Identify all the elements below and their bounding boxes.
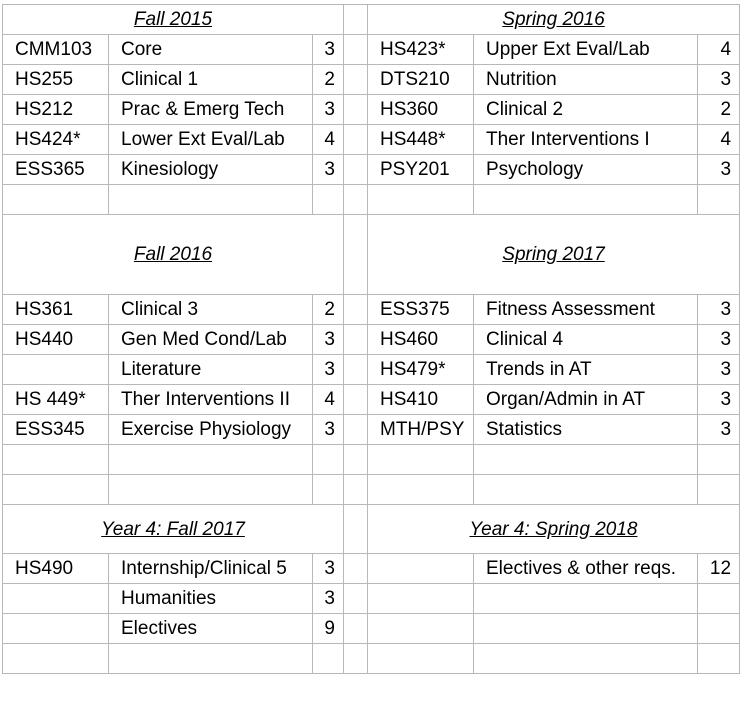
empty-cell (313, 185, 344, 215)
table-row (3, 445, 740, 475)
course-name: Ther Interventions II (109, 385, 313, 415)
course-code: HS410 (368, 385, 474, 415)
credit-hours: 3 (313, 355, 344, 385)
table-row (3, 295, 740, 325)
empty-cell (109, 185, 313, 215)
credit-hours: 4 (313, 385, 344, 415)
column-gap (344, 584, 368, 614)
column-gap (344, 415, 368, 445)
course-code: HS448* (368, 125, 474, 155)
course-name: Upper Ext Eval/Lab (474, 35, 698, 65)
table-row (3, 554, 740, 584)
table-row (3, 215, 740, 295)
course-name: Nutrition (474, 65, 698, 95)
table-row (3, 614, 740, 644)
course-name: Exercise Physiology (109, 415, 313, 445)
column-gap (344, 185, 368, 215)
credit-hours (698, 614, 740, 644)
course-code: PSY201 (368, 155, 474, 185)
term-heading: Spring 2016 (368, 5, 740, 35)
column-gap (344, 35, 368, 65)
credit-hours: 12 (698, 554, 740, 584)
course-code: ESS365 (3, 155, 109, 185)
column-gap (344, 295, 368, 325)
table-row (3, 155, 740, 185)
course-code: MTH/PSY (368, 415, 474, 445)
empty-cell (368, 445, 474, 475)
column-gap (344, 385, 368, 415)
table-row (3, 584, 740, 614)
course-code (3, 614, 109, 644)
empty-cell (109, 475, 313, 505)
empty-cell (474, 475, 698, 505)
table-row (3, 95, 740, 125)
credit-hours: 3 (698, 295, 740, 325)
table-row (3, 415, 740, 445)
course-code: HS440 (3, 325, 109, 355)
credit-hours: 3 (313, 415, 344, 445)
table-row (3, 505, 740, 554)
empty-cell (109, 644, 313, 674)
term-heading: Fall 2016 (3, 215, 344, 295)
course-code (368, 554, 474, 584)
column-gap (344, 5, 368, 35)
course-code: HS460 (368, 325, 474, 355)
credit-hours: 3 (698, 415, 740, 445)
credit-hours (698, 584, 740, 614)
credit-hours: 3 (698, 155, 740, 185)
credit-hours: 3 (313, 554, 344, 584)
empty-cell (3, 644, 109, 674)
credit-hours: 3 (313, 155, 344, 185)
course-code: HS424* (3, 125, 109, 155)
course-name: Psychology (474, 155, 698, 185)
course-name: Core (109, 35, 313, 65)
empty-cell (474, 445, 698, 475)
empty-cell (3, 445, 109, 475)
credit-hours: 4 (313, 125, 344, 155)
course-name: Prac & Emerg Tech (109, 95, 313, 125)
table-row (3, 35, 740, 65)
course-name: Electives & other reqs. (474, 554, 698, 584)
empty-cell (3, 475, 109, 505)
credit-hours: 3 (313, 584, 344, 614)
course-code: HS255 (3, 65, 109, 95)
empty-cell (698, 475, 740, 505)
course-name: Electives (109, 614, 313, 644)
course-code: DTS210 (368, 65, 474, 95)
column-gap (344, 355, 368, 385)
schedule-body (3, 5, 740, 674)
empty-cell (698, 644, 740, 674)
course-name: Literature (109, 355, 313, 385)
course-name: Ther Interventions I (474, 125, 698, 155)
credit-hours: 2 (698, 95, 740, 125)
credit-hours: 3 (698, 355, 740, 385)
column-gap (344, 215, 368, 295)
credit-hours: 3 (313, 325, 344, 355)
course-name: Humanities (109, 584, 313, 614)
column-gap (344, 125, 368, 155)
empty-cell (368, 185, 474, 215)
empty-cell (368, 644, 474, 674)
empty-cell (3, 185, 109, 215)
course-name: Clinical 2 (474, 95, 698, 125)
table-row (3, 185, 740, 215)
course-code: HS423* (368, 35, 474, 65)
credit-hours: 9 (313, 614, 344, 644)
credit-hours: 2 (313, 65, 344, 95)
term-heading: Spring 2017 (368, 215, 740, 295)
course-code: HS212 (3, 95, 109, 125)
course-code: HS360 (368, 95, 474, 125)
course-name: Trends in AT (474, 355, 698, 385)
course-code (368, 614, 474, 644)
course-name (474, 614, 698, 644)
column-gap (344, 325, 368, 355)
empty-cell (313, 475, 344, 505)
term-heading: Year 4: Spring 2018 (368, 505, 740, 554)
empty-cell (474, 644, 698, 674)
course-code: ESS345 (3, 415, 109, 445)
column-gap (344, 95, 368, 125)
course-code (3, 584, 109, 614)
course-name: Lower Ext Eval/Lab (109, 125, 313, 155)
course-name: Clinical 3 (109, 295, 313, 325)
course-code: ESS375 (368, 295, 474, 325)
course-name: Clinical 4 (474, 325, 698, 355)
credit-hours: 2 (313, 295, 344, 325)
course-name: Gen Med Cond/Lab (109, 325, 313, 355)
course-code (368, 584, 474, 614)
course-name: Organ/Admin in AT (474, 385, 698, 415)
column-gap (344, 644, 368, 674)
course-code: HS 449* (3, 385, 109, 415)
column-gap (344, 554, 368, 584)
credit-hours: 3 (698, 65, 740, 95)
credit-hours: 4 (698, 35, 740, 65)
empty-cell (698, 185, 740, 215)
table-row (3, 125, 740, 155)
column-gap (344, 505, 368, 554)
column-gap (344, 155, 368, 185)
table-row (3, 65, 740, 95)
course-schedule-table (2, 4, 740, 674)
course-code (3, 355, 109, 385)
table-row (3, 385, 740, 415)
column-gap (344, 475, 368, 505)
course-code: HS479* (368, 355, 474, 385)
table-row (3, 355, 740, 385)
table-row (3, 644, 740, 674)
course-name: Fitness Assessment (474, 295, 698, 325)
term-heading: Year 4: Fall 2017 (3, 505, 344, 554)
empty-cell (368, 475, 474, 505)
table-row (3, 325, 740, 355)
credit-hours: 3 (698, 385, 740, 415)
credit-hours: 3 (313, 95, 344, 125)
column-gap (344, 65, 368, 95)
table-row (3, 5, 740, 35)
credit-hours: 4 (698, 125, 740, 155)
column-gap (344, 614, 368, 644)
course-code: CMM103 (3, 35, 109, 65)
empty-cell (474, 185, 698, 215)
course-name: Statistics (474, 415, 698, 445)
empty-cell (109, 445, 313, 475)
table-row (3, 475, 740, 505)
term-heading: Fall 2015 (3, 5, 344, 35)
course-name: Clinical 1 (109, 65, 313, 95)
empty-cell (313, 644, 344, 674)
course-code: HS490 (3, 554, 109, 584)
course-name (474, 584, 698, 614)
credit-hours: 3 (313, 35, 344, 65)
course-name: Internship/Clinical 5 (109, 554, 313, 584)
credit-hours: 3 (698, 325, 740, 355)
empty-cell (313, 445, 344, 475)
column-gap (344, 445, 368, 475)
course-name: Kinesiology (109, 155, 313, 185)
empty-cell (698, 445, 740, 475)
course-code: HS361 (3, 295, 109, 325)
